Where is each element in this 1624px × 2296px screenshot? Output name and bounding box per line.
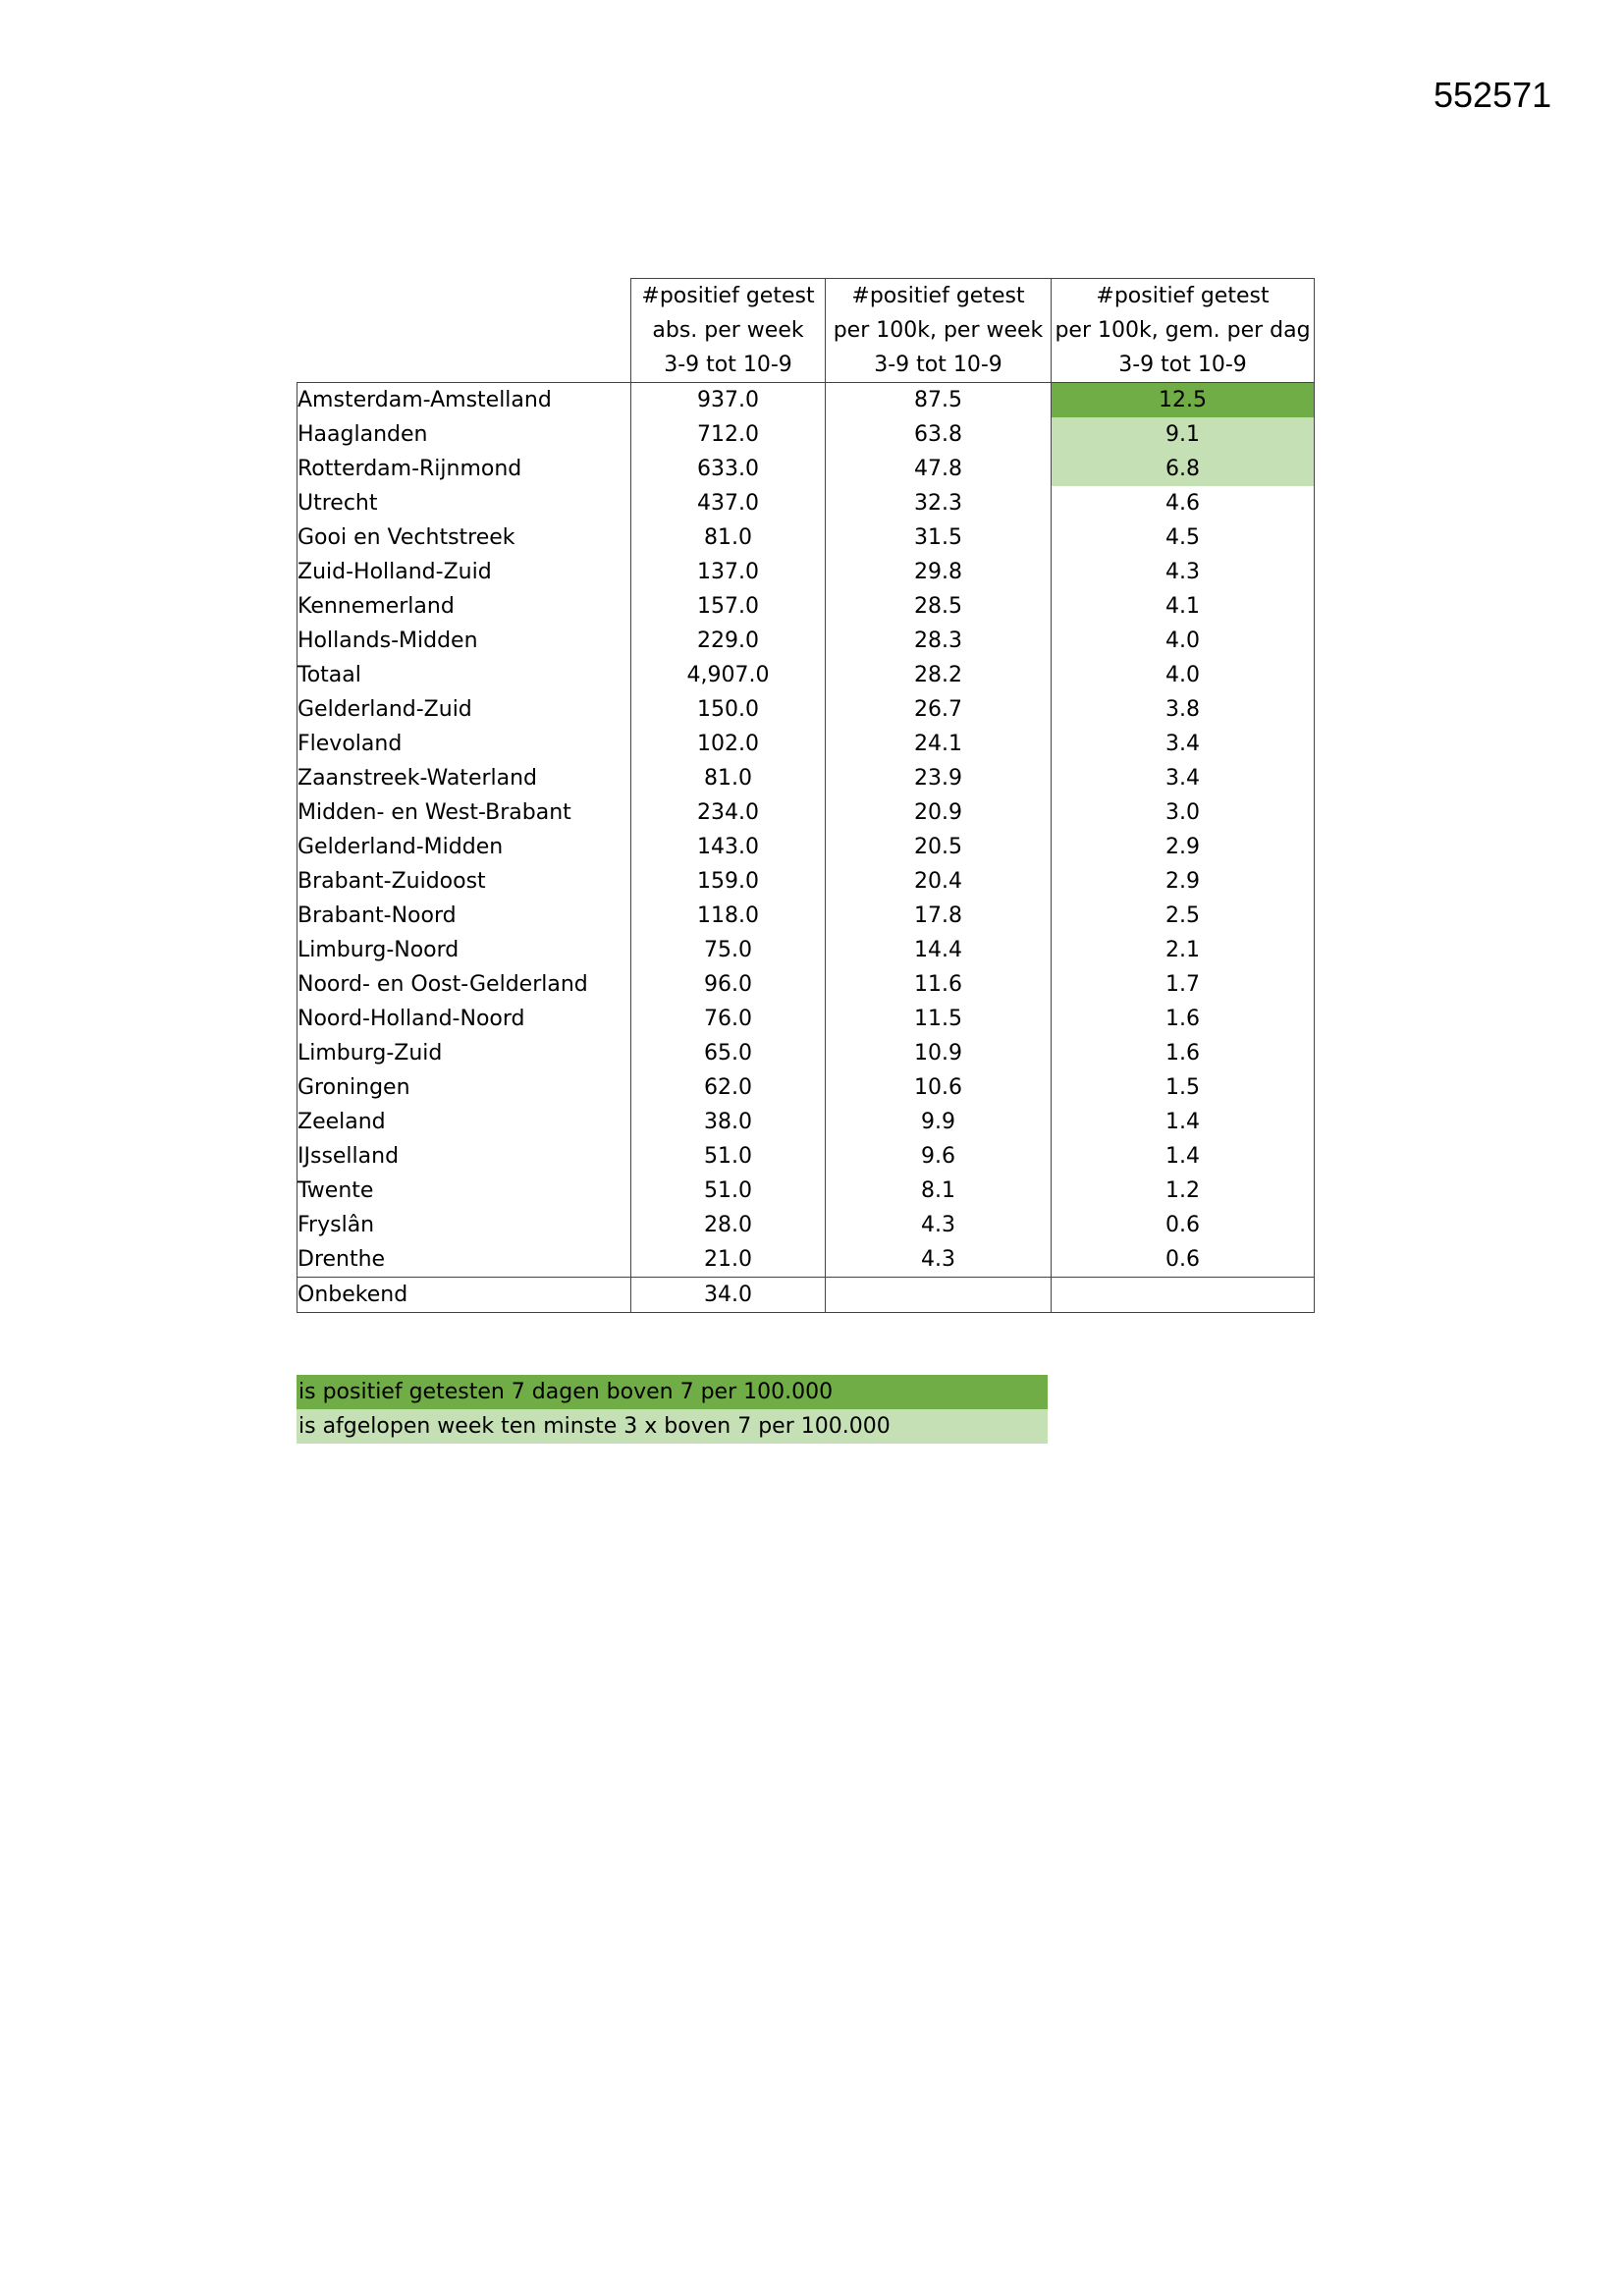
abs-cell: 157.0 bbox=[631, 589, 826, 624]
abs-cell: 633.0 bbox=[631, 452, 826, 486]
abs-cell: 76.0 bbox=[631, 1002, 826, 1036]
legend-item-dark: is positief getesten 7 dagen boven 7 per 100.000 bbox=[297, 1375, 1048, 1409]
header-per100k-line1: #positief getest bbox=[826, 279, 1052, 314]
table-row bbox=[298, 1174, 1315, 1208]
per100k-cell: 23.9 bbox=[826, 761, 1052, 795]
table-row bbox=[298, 555, 1315, 589]
region-cell: Hollands-Midden bbox=[298, 624, 631, 658]
table-row bbox=[298, 1139, 1315, 1174]
header-perday-line2: per 100k, gem. per dag bbox=[1052, 313, 1315, 348]
abs-cell: 937.0 bbox=[631, 383, 826, 418]
header-per100k-line2: per 100k, per week bbox=[826, 313, 1052, 348]
abs-cell: 28.0 bbox=[631, 1208, 826, 1242]
region-cell: Rotterdam-Rijnmond bbox=[298, 452, 631, 486]
region-cell: Utrecht bbox=[298, 486, 631, 520]
abs-cell: 143.0 bbox=[631, 830, 826, 864]
per100k-cell bbox=[826, 1278, 1052, 1313]
perday-cell: 4.0 bbox=[1052, 624, 1315, 658]
header-row-2 bbox=[298, 313, 1315, 348]
perday-cell: 4.6 bbox=[1052, 486, 1315, 520]
region-cell: Twente bbox=[298, 1174, 631, 1208]
table-row bbox=[298, 486, 1315, 520]
per100k-cell: 63.8 bbox=[826, 417, 1052, 452]
header-row-3 bbox=[298, 348, 1315, 383]
per100k-cell: 9.6 bbox=[826, 1139, 1052, 1174]
abs-cell: 81.0 bbox=[631, 520, 826, 555]
per100k-cell: 20.5 bbox=[826, 830, 1052, 864]
region-cell: Limburg-Noord bbox=[298, 933, 631, 967]
table-row bbox=[298, 967, 1315, 1002]
perday-cell: 12.5 bbox=[1052, 383, 1315, 418]
table-row bbox=[298, 933, 1315, 967]
abs-cell: 437.0 bbox=[631, 486, 826, 520]
per100k-cell: 29.8 bbox=[826, 555, 1052, 589]
per100k-cell: 17.8 bbox=[826, 899, 1052, 933]
per100k-cell: 87.5 bbox=[826, 383, 1052, 418]
table-row bbox=[298, 658, 1315, 692]
perday-cell: 3.8 bbox=[1052, 692, 1315, 727]
region-cell: Brabant-Zuidoost bbox=[298, 864, 631, 899]
table-row bbox=[298, 830, 1315, 864]
region-cell: Fryslân bbox=[298, 1208, 631, 1242]
region-cell: IJsselland bbox=[298, 1139, 631, 1174]
region-cell: Gelderland-Zuid bbox=[298, 692, 631, 727]
positive-tests-table bbox=[297, 278, 1315, 1313]
document-id: 552571 bbox=[1434, 75, 1552, 115]
header-region-blank bbox=[298, 279, 631, 314]
perday-cell: 2.5 bbox=[1052, 899, 1315, 933]
per100k-cell: 4.3 bbox=[826, 1208, 1052, 1242]
table-row bbox=[298, 795, 1315, 830]
perday-cell: 1.2 bbox=[1052, 1174, 1315, 1208]
region-cell: Zaanstreek-Waterland bbox=[298, 761, 631, 795]
region-cell: Brabant-Noord bbox=[298, 899, 631, 933]
region-cell: Drenthe bbox=[298, 1242, 631, 1278]
per100k-cell: 28.3 bbox=[826, 624, 1052, 658]
per100k-cell: 31.5 bbox=[826, 520, 1052, 555]
perday-cell: 2.1 bbox=[1052, 933, 1315, 967]
region-cell: Noord-Holland-Noord bbox=[298, 1002, 631, 1036]
perday-cell: 1.6 bbox=[1052, 1036, 1315, 1070]
abs-cell: 137.0 bbox=[631, 555, 826, 589]
table-row bbox=[298, 1070, 1315, 1105]
perday-cell: 0.6 bbox=[1052, 1208, 1315, 1242]
header-region-blank bbox=[298, 348, 631, 383]
table-row bbox=[298, 761, 1315, 795]
header-per100k-line3: 3-9 tot 10-9 bbox=[826, 348, 1052, 383]
abs-cell: 712.0 bbox=[631, 417, 826, 452]
perday-cell bbox=[1052, 1278, 1315, 1313]
abs-cell: 229.0 bbox=[631, 624, 826, 658]
table-row bbox=[298, 589, 1315, 624]
per100k-cell: 11.5 bbox=[826, 1002, 1052, 1036]
header-perday-line1: #positief getest bbox=[1052, 279, 1315, 314]
abs-cell: 159.0 bbox=[631, 864, 826, 899]
region-cell: Zeeland bbox=[298, 1105, 631, 1139]
region-cell: Totaal bbox=[298, 658, 631, 692]
header-abs-line3: 3-9 tot 10-9 bbox=[631, 348, 826, 383]
region-cell: Amsterdam-Amstelland bbox=[298, 383, 631, 418]
table-header bbox=[298, 279, 1315, 383]
table-row bbox=[298, 1002, 1315, 1036]
per100k-cell: 20.9 bbox=[826, 795, 1052, 830]
per100k-cell: 10.9 bbox=[826, 1036, 1052, 1070]
perday-cell: 4.5 bbox=[1052, 520, 1315, 555]
table-row bbox=[298, 520, 1315, 555]
abs-cell: 65.0 bbox=[631, 1036, 826, 1070]
perday-cell: 1.6 bbox=[1052, 1002, 1315, 1036]
abs-cell: 4,907.0 bbox=[631, 658, 826, 692]
table-row bbox=[298, 692, 1315, 727]
table-row bbox=[298, 452, 1315, 486]
per100k-cell: 10.6 bbox=[826, 1070, 1052, 1105]
per100k-cell: 9.9 bbox=[826, 1105, 1052, 1139]
abs-cell: 62.0 bbox=[631, 1070, 826, 1105]
perday-cell: 6.8 bbox=[1052, 452, 1315, 486]
table-row bbox=[298, 899, 1315, 933]
per100k-cell: 11.6 bbox=[826, 967, 1052, 1002]
perday-cell: 1.5 bbox=[1052, 1070, 1315, 1105]
perday-cell: 0.6 bbox=[1052, 1242, 1315, 1278]
region-cell: Kennemerland bbox=[298, 589, 631, 624]
abs-cell: 150.0 bbox=[631, 692, 826, 727]
table-row bbox=[298, 727, 1315, 761]
table-row bbox=[298, 417, 1315, 452]
region-cell: Zuid-Holland-Zuid bbox=[298, 555, 631, 589]
region-cell: Groningen bbox=[298, 1070, 631, 1105]
region-cell: Onbekend bbox=[298, 1278, 631, 1313]
table-row bbox=[298, 1105, 1315, 1139]
perday-cell: 1.4 bbox=[1052, 1105, 1315, 1139]
perday-cell: 3.4 bbox=[1052, 727, 1315, 761]
per100k-cell: 20.4 bbox=[826, 864, 1052, 899]
per100k-cell: 8.1 bbox=[826, 1174, 1052, 1208]
perday-cell: 4.3 bbox=[1052, 555, 1315, 589]
abs-cell: 81.0 bbox=[631, 761, 826, 795]
region-cell: Midden- en West-Brabant bbox=[298, 795, 631, 830]
perday-cell: 4.1 bbox=[1052, 589, 1315, 624]
table-row bbox=[298, 1036, 1315, 1070]
header-perday-line3: 3-9 tot 10-9 bbox=[1052, 348, 1315, 383]
perday-cell: 4.0 bbox=[1052, 658, 1315, 692]
per100k-cell: 47.8 bbox=[826, 452, 1052, 486]
header-region-blank bbox=[298, 313, 631, 348]
header-row-1 bbox=[298, 279, 1315, 314]
region-cell: Gooi en Vechtstreek bbox=[298, 520, 631, 555]
abs-cell: 75.0 bbox=[631, 933, 826, 967]
region-cell: Limburg-Zuid bbox=[298, 1036, 631, 1070]
region-cell: Noord- en Oost-Gelderland bbox=[298, 967, 631, 1002]
abs-cell: 96.0 bbox=[631, 967, 826, 1002]
region-cell: Flevoland bbox=[298, 727, 631, 761]
region-cell: Gelderland-Midden bbox=[298, 830, 631, 864]
abs-cell: 234.0 bbox=[631, 795, 826, 830]
legend bbox=[297, 1375, 1048, 1444]
table-row-unknown bbox=[298, 1278, 1315, 1313]
abs-cell: 38.0 bbox=[631, 1105, 826, 1139]
perday-cell: 2.9 bbox=[1052, 830, 1315, 864]
header-abs-line2: abs. per week bbox=[631, 313, 826, 348]
per100k-cell: 4.3 bbox=[826, 1242, 1052, 1278]
table-row bbox=[298, 383, 1315, 418]
abs-cell: 34.0 bbox=[631, 1278, 826, 1313]
region-cell: Haaglanden bbox=[298, 417, 631, 452]
header-abs-line1: #positief getest bbox=[631, 279, 826, 314]
per100k-cell: 32.3 bbox=[826, 486, 1052, 520]
per100k-cell: 14.4 bbox=[826, 933, 1052, 967]
table-row bbox=[298, 624, 1315, 658]
table-row bbox=[298, 1242, 1315, 1278]
table-row bbox=[298, 1208, 1315, 1242]
abs-cell: 118.0 bbox=[631, 899, 826, 933]
per100k-cell: 28.2 bbox=[826, 658, 1052, 692]
table-row bbox=[298, 864, 1315, 899]
legend-item-light: is afgelopen week ten minste 3 x boven 7 per 100.000 bbox=[297, 1409, 1048, 1444]
abs-cell: 51.0 bbox=[631, 1174, 826, 1208]
per100k-cell: 28.5 bbox=[826, 589, 1052, 624]
abs-cell: 102.0 bbox=[631, 727, 826, 761]
per100k-cell: 24.1 bbox=[826, 727, 1052, 761]
abs-cell: 51.0 bbox=[631, 1139, 826, 1174]
abs-cell: 21.0 bbox=[631, 1242, 826, 1278]
per100k-cell: 26.7 bbox=[826, 692, 1052, 727]
table-body bbox=[298, 383, 1315, 1313]
perday-cell: 2.9 bbox=[1052, 864, 1315, 899]
perday-cell: 3.4 bbox=[1052, 761, 1315, 795]
perday-cell: 9.1 bbox=[1052, 417, 1315, 452]
perday-cell: 1.4 bbox=[1052, 1139, 1315, 1174]
perday-cell: 3.0 bbox=[1052, 795, 1315, 830]
perday-cell: 1.7 bbox=[1052, 967, 1315, 1002]
